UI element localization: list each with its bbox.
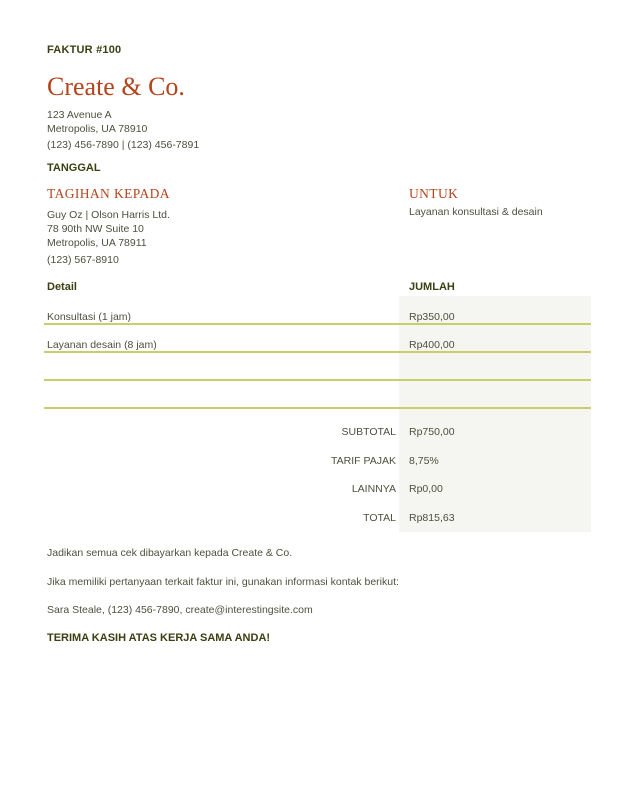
bill-to-line2: 78 90th NW Suite 10: [47, 223, 144, 235]
tax-rate-label: TARIF PAJAK: [331, 455, 396, 467]
table-row: [44, 381, 591, 409]
subtotal-label: SUBTOTAL: [341, 426, 396, 438]
bill-to-title: TAGIHAN KEPADA: [47, 186, 170, 201]
for-title: UNTUK: [409, 186, 459, 201]
subtotal-value: Rp750,00: [409, 426, 455, 438]
total-value: Rp815,63: [409, 512, 455, 524]
total-label: TOTAL: [363, 512, 396, 524]
invoice-number: FAKTUR #100: [47, 44, 122, 56]
thank-you-message: TERIMA KASIH ATAS KERJA SAMA ANDA!: [47, 632, 271, 644]
other-value: Rp0,00: [409, 483, 443, 495]
company-name: Create & Co.: [47, 72, 185, 101]
table-row: [44, 353, 591, 381]
payable-note: Jadikan semua cek dibayarkan kepada Create & Co.: [47, 547, 293, 559]
row-detail: Layanan desain (8 jam): [47, 339, 157, 351]
other-label: LAINNYA: [351, 483, 396, 495]
bill-to-phone: (123) 567-8910: [47, 254, 119, 266]
for-description: Layanan konsultasi & desain: [409, 206, 543, 218]
row-detail: Konsultasi (1 jam): [47, 311, 132, 323]
row-amount: Rp400,00: [409, 339, 455, 351]
amount-header: JUMLAH: [409, 281, 455, 293]
row-divider: [44, 407, 591, 409]
bill-to-address: [47, 208, 170, 250]
company-address-line1: 123 Avenue A: [47, 109, 112, 121]
table-row: [44, 297, 591, 325]
row-amount: Rp350,00: [409, 311, 455, 323]
questions-note: Jika memiliki pertanyaan terkait faktur ini, gunakan informasi kontak berikut:: [47, 576, 399, 588]
company-phone: (123) 456-7890 | (123) 456-7891: [47, 139, 200, 151]
table-row: [44, 325, 591, 353]
bill-to-line1: Guy Oz | Olson Harris Ltd.: [47, 209, 170, 221]
date-label: TANGGAL: [47, 162, 101, 174]
detail-header: Detail: [47, 281, 77, 293]
company-address-line2: Metropolis, UA 78910: [47, 123, 148, 135]
contact-info: Sara Steale, (123) 456-7890, create@interestingsite.com: [47, 604, 313, 616]
tax-rate-value: 8,75%: [409, 455, 439, 467]
company-address: [47, 108, 147, 136]
bill-to-line3: Metropolis, UA 78911: [47, 237, 147, 249]
